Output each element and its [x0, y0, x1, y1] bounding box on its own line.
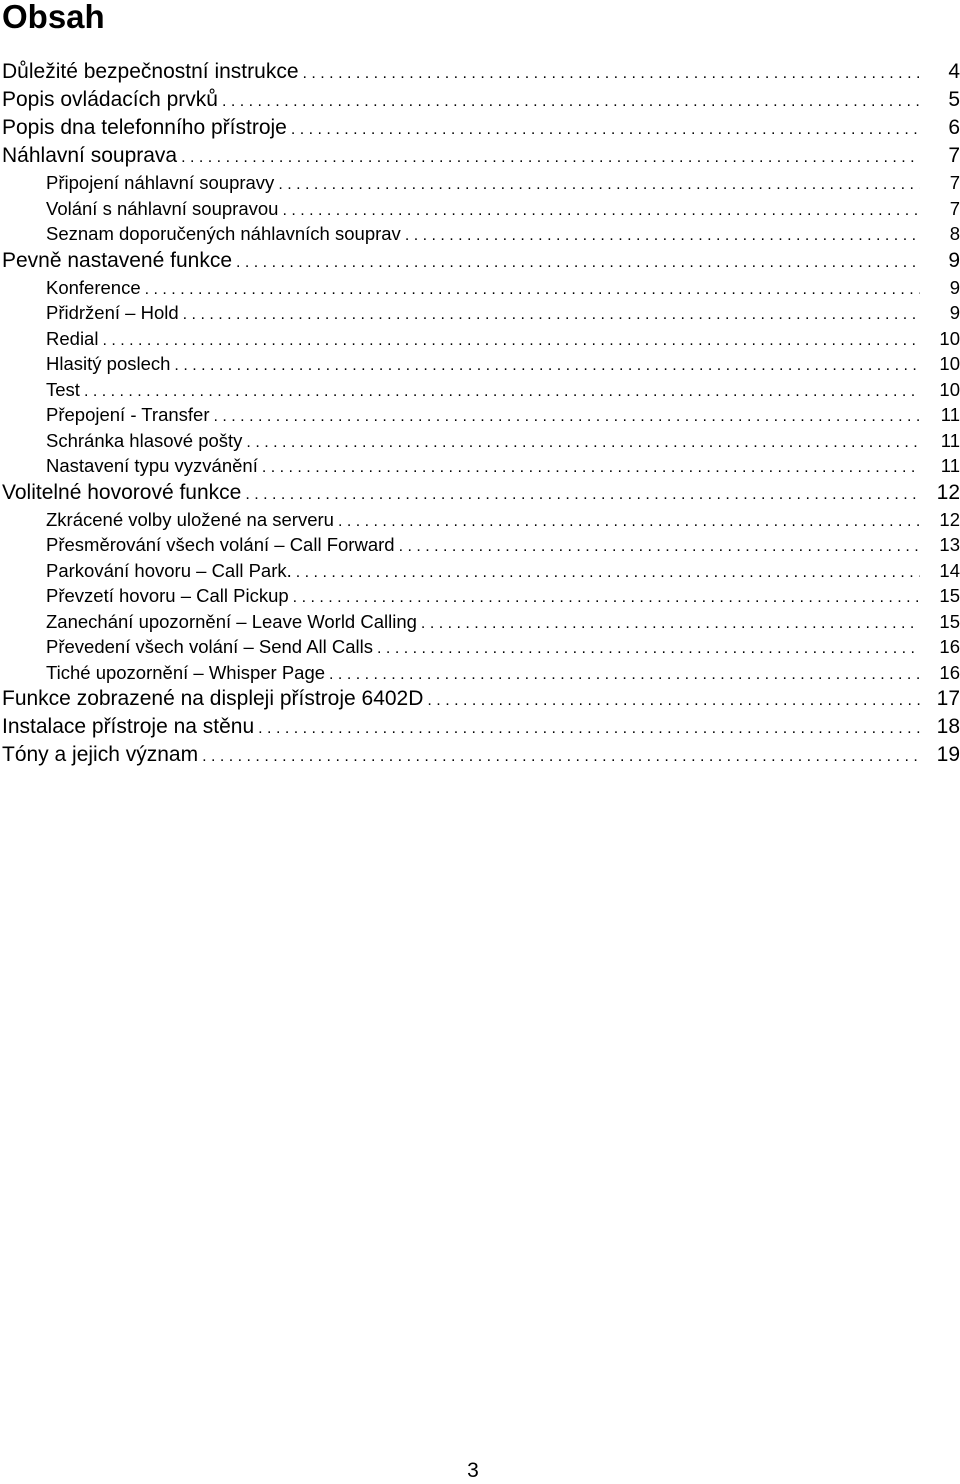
- toc-subsection[interactable]: [0, 660, 960, 686]
- toc-entry-label: Přepojení - Transfer: [46, 404, 210, 425]
- toc-entry-label: Připojení náhlavní soupravy: [46, 172, 275, 193]
- toc-entry-page: 9: [949, 302, 960, 323]
- toc-entry-page: 9: [949, 276, 960, 298]
- toc-entry-page: 7: [948, 144, 960, 167]
- dot-leader: [278, 172, 920, 196]
- page-number: 3: [467, 1459, 479, 1482]
- toc-entry-page: 14: [939, 559, 960, 581]
- dot-leader: [214, 404, 921, 428]
- toc-entry-page: 10: [939, 353, 960, 374]
- toc-chapter[interactable]: [0, 142, 960, 170]
- toc-subsection[interactable]: [0, 377, 960, 403]
- toc-entry-page: 16: [939, 661, 960, 683]
- toc-subsection[interactable]: [0, 558, 960, 584]
- dot-leader: [282, 198, 920, 222]
- toc-entry-label: Popis dna telefonního přístroje: [2, 116, 287, 139]
- dot-leader: [258, 715, 920, 741]
- dot-leader: [236, 249, 920, 275]
- toc-entry-label: Nastavení typu vyzvánění: [46, 455, 258, 476]
- toc-entry-page: 8: [949, 223, 960, 244]
- toc-entry-label: Zkrácené volby uložené na serveru: [46, 508, 334, 530]
- table-of-contents: [0, 58, 960, 769]
- toc-chapter[interactable]: [0, 58, 960, 86]
- dot-leader: [222, 88, 920, 114]
- dot-leader: [377, 636, 920, 660]
- toc-subsection[interactable]: [0, 609, 960, 635]
- toc-subsection[interactable]: [0, 634, 960, 660]
- toc-entry-label: Hlasitý poslech: [46, 353, 171, 374]
- toc-entry-page: 12: [936, 480, 960, 504]
- toc-entry-label: Funkce zobrazené na displeji přístroje 6402D: [2, 687, 424, 710]
- toc-entry-label: Tóny a jejich význam: [2, 743, 199, 766]
- toc-entry-page: 17: [936, 687, 960, 710]
- toc-entry-page: 12: [939, 508, 960, 530]
- toc-subsection[interactable]: [0, 196, 960, 222]
- toc-entry-page: 4: [948, 60, 960, 83]
- toc-subsection[interactable]: [0, 532, 960, 558]
- toc-entry-page: 11: [940, 455, 960, 476]
- toc-subsection[interactable]: [0, 275, 960, 301]
- toc-entry-page: 11: [940, 404, 960, 425]
- toc-entry-label: Převedení všech volání – Send All Calls: [46, 636, 374, 657]
- toc-entry-page: 7: [949, 197, 960, 219]
- toc-entry-page: 7: [949, 172, 960, 193]
- dot-leader: [181, 144, 920, 170]
- page-title: Obsah: [2, 0, 105, 35]
- toc-entry-page: 10: [939, 378, 960, 400]
- dot-leader: [303, 60, 921, 86]
- toc-subsection[interactable]: [0, 428, 960, 454]
- toc-entry-page: 5: [948, 88, 960, 111]
- toc-chapter[interactable]: [0, 713, 960, 741]
- toc-chapter[interactable]: [0, 86, 960, 114]
- toc-entry-label: Popis ovládacích prvků: [2, 88, 218, 111]
- toc-subsection[interactable]: [0, 507, 960, 533]
- dot-leader: [183, 302, 920, 326]
- dot-leader: [84, 379, 920, 403]
- toc-entry-label: Pevně nastavené funkce: [2, 248, 232, 272]
- toc-entry-page: 13: [939, 534, 960, 555]
- dot-leader: [174, 353, 920, 377]
- toc-entry-label: Parkování hovoru – Call Park.: [46, 559, 292, 581]
- dot-leader: [246, 430, 920, 454]
- toc-entry-page: 15: [939, 610, 960, 632]
- toc-chapter[interactable]: [0, 114, 960, 142]
- toc-chapter[interactable]: [0, 479, 960, 507]
- toc-entry-page: 19: [936, 743, 960, 766]
- toc-entry-label: Schránka hlasové pošty: [46, 429, 243, 451]
- toc-entry-label: Seznam doporučených náhlavních souprav: [46, 223, 401, 244]
- toc-entry-page: 15: [939, 585, 960, 606]
- toc-subsection[interactable]: [0, 402, 960, 428]
- toc-entry-label: Instalace přístroje na stěnu: [2, 715, 255, 738]
- toc-entry-label: Přesměrování všech volání – Call Forward: [46, 534, 395, 555]
- toc-entry-page: 9: [948, 248, 960, 272]
- dot-leader: [293, 585, 920, 609]
- dot-leader: [202, 743, 920, 769]
- toc-entry-page: 18: [936, 715, 960, 738]
- dot-leader: [399, 534, 920, 558]
- toc-entry-page: 6: [948, 116, 960, 139]
- dot-leader: [296, 560, 920, 584]
- toc-entry-label: Redial: [46, 327, 99, 349]
- dot-leader: [145, 277, 920, 301]
- toc-entry-label: Důležité bezpečnostní instrukce: [2, 60, 299, 83]
- toc-chapter[interactable]: [0, 247, 960, 275]
- toc-subsection[interactable]: [0, 583, 960, 609]
- toc-entry-label: Převzetí hovoru – Call Pickup: [46, 585, 289, 606]
- dot-leader: [427, 687, 920, 713]
- dot-leader: [262, 455, 920, 479]
- dot-leader: [405, 223, 920, 247]
- dot-leader: [421, 611, 920, 635]
- dot-leader: [338, 509, 920, 533]
- toc-entry-label: Přidržení – Hold: [46, 302, 179, 323]
- toc-subsection[interactable]: [0, 300, 960, 326]
- toc-chapter[interactable]: [0, 685, 960, 713]
- toc-entry-label: Konference: [46, 276, 141, 298]
- toc-entry-label: Zanechání upozornění – Leave World Calling: [46, 610, 417, 632]
- toc-entry-label: Test: [46, 378, 80, 400]
- toc-entry-page: 16: [939, 636, 960, 657]
- toc-subsection[interactable]: [0, 170, 960, 196]
- toc-entry-label: Volitelné hovorové funkce: [2, 480, 242, 504]
- toc-subsection[interactable]: [0, 453, 960, 479]
- toc-entry-page: 10: [939, 327, 960, 349]
- toc-entry-page: 11: [940, 429, 960, 451]
- dot-leader: [102, 328, 920, 352]
- toc-entry-label: Tiché upozornění – Whisper Page: [46, 661, 326, 683]
- toc-entry-label: Náhlavní souprava: [2, 144, 178, 167]
- toc-chapter[interactable]: [0, 741, 960, 769]
- dot-leader: [329, 662, 920, 686]
- toc-subsection[interactable]: [0, 351, 960, 377]
- dot-leader: [291, 116, 920, 142]
- toc-entry-label: Volání s náhlavní soupravou: [46, 197, 279, 219]
- toc-subsection[interactable]: [0, 326, 960, 352]
- dot-leader: [245, 481, 920, 507]
- toc-subsection[interactable]: [0, 221, 960, 247]
